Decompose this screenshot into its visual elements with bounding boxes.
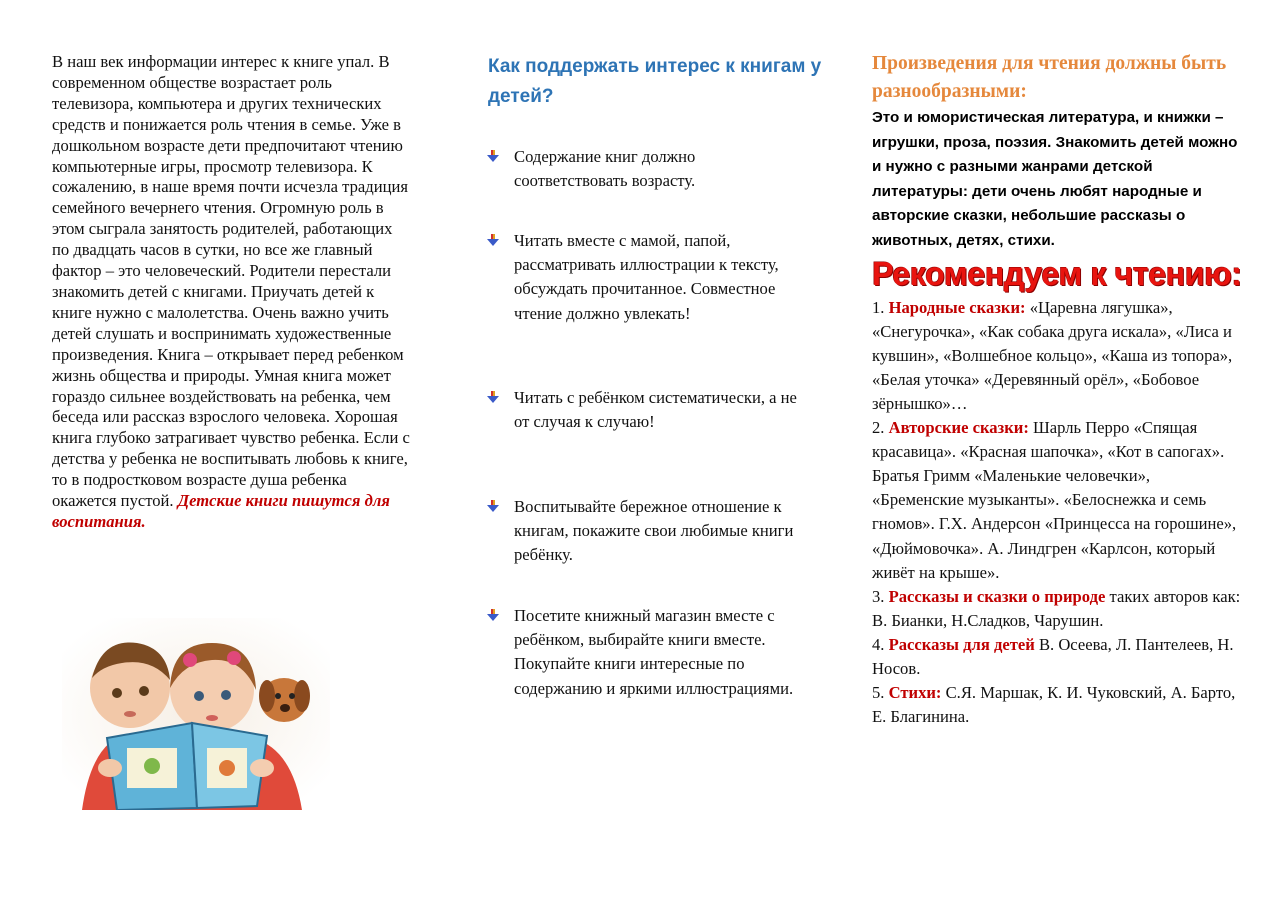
intro-highlight: Детские книги пишутся для воспитания. [52, 491, 390, 531]
rec-text: В. Осеева, Л. Пантелеев, Н. Носов. [872, 634, 1234, 678]
recommendation-item [872, 416, 1242, 585]
rec-text: «Царевна лягушка», «Снегурочка», «Как собака друга искала», «Лиса и кувшин», «Волшебное кольцо», «Каша из топора», «Белая уточка» «Деревянный орёл», «Бобовое зёрнышко»… [872, 297, 1233, 413]
intro-column [52, 52, 412, 533]
rec-category: Рассказы для детей [888, 634, 1035, 654]
arrow-bullet-icon [487, 609, 499, 621]
rec-number: 5. [872, 683, 889, 703]
rec-number: 2. [872, 418, 889, 438]
arrow-bullet-icon [487, 500, 499, 512]
rec-text: С.Я. Маршак, К. И. Чуковский, А. Барто, Е. Благинина. [872, 683, 1236, 727]
tip-item [514, 386, 804, 434]
variety-paragraph: Это и юмористическая литература, и книжки – игрушки, проза, поэзия. Знакомить детей можно и нужно с разными жанрами детской литературы: дети очень любят народные и авторские сказки, небольшие рассказы о животных, детях, стихи. [872, 109, 1238, 249]
tips-column [488, 52, 833, 698]
tip-text: Читать с ребёнком систематически, а не от случая к случаю! [514, 388, 797, 432]
variety-heading: Произведения для чтения должны быть разнообразными: [872, 53, 1227, 102]
rec-category: Народные сказки: [888, 297, 1026, 317]
rec-category: Авторские сказки: [888, 418, 1029, 438]
tips-heading: Как поддержать интерес к книгам у детей? [488, 56, 822, 107]
tip-item [514, 604, 804, 701]
tip-text: Читать вместе с мамой, папой, рассматривать иллюстрации к тексту, обсуждать прочитанное. Совместное чтение должно увлекать! [514, 231, 779, 323]
recommendation-item [872, 585, 1242, 633]
arrow-bullet-icon [487, 391, 499, 403]
rec-number: 4. [872, 634, 889, 654]
intro-paragraph [52, 52, 412, 533]
rec-category: Рассказы и сказки о природе [888, 586, 1106, 606]
tip-text: Воспитывайте бережное отношение к книгам, покажите свои любимые книги ребёнку. [514, 497, 794, 565]
intro-text: В наш век информации интерес к книге упал. В современном обществе возрастает роль телевизора, компьютера и других технических средств и понижается роль чтения в семье. Уже в дошкольном возрасте дети предпочитают чтению компьютерные игры, просмотр телевизора. К сожалению, в наше время почти исчезла традиция семейного вечернего чтения. Огромную роль в этом сыграла занятость родителей, работающих по двадцать часов в сутки, но все же главный фактор – это человеческий. Родители перестали знакомить детей с книгами. Приучать детей к книге нужно с малолетства. Очень важно учить детей слушать и воспринимать художественные произведения. Книга – открывает перед ребенком жизнь общества и природы. Умная книга может гораздо сильнее воздействовать на ребенка, чем беседа или рассказ взрослого человека. Хорошая книга глубоко затрагивает чувство ребенка. Если с детства у ребенка не воспитывать любовь к книге, то в подростковом возрасте душа ребенка окажется пустой. [52, 52, 410, 511]
recommendations-column [872, 50, 1242, 729]
tip-item [514, 145, 804, 193]
children-reading-illustration [62, 618, 330, 810]
recommend-banner: Рекомендуем к чтению: [872, 254, 1242, 292]
tip-item [514, 229, 804, 326]
tip-item [514, 495, 804, 568]
arrow-bullet-icon [487, 234, 499, 246]
rec-text: таких авторов как: В. Бианки, Н.Сладков, Чарушин. [872, 586, 1241, 630]
rec-number: 1. [872, 297, 889, 317]
recommendation-list [872, 296, 1242, 730]
rec-category: Стихи: [888, 683, 942, 703]
recommendation-item [872, 633, 1242, 681]
rec-number: 3. [872, 586, 889, 606]
tip-text: Содержание книг должно соответствовать возрасту. [514, 147, 696, 191]
tip-text: Посетите книжный магазин вместе с ребёнком, выбирайте книги вместе. Покупайте книги интересные по содержанию и яркими иллюстрациями. [514, 606, 794, 698]
rec-text: Шарль Перро «Спящая красавица». «Красная шапочка», «Кот в сапогах». Братья Гримм «Маленькие человечки», «Бременские музыканты». «Белоснежка и семь гномов». Г.Х. Андерсон «Принцесса на горошине», «Дюймовочка». А. Линдгрен «Карлсон, который живёт на крыше». [872, 418, 1237, 582]
recommendation-item [872, 296, 1242, 416]
recommendation-item [872, 681, 1242, 729]
arrow-bullet-icon [487, 150, 499, 162]
